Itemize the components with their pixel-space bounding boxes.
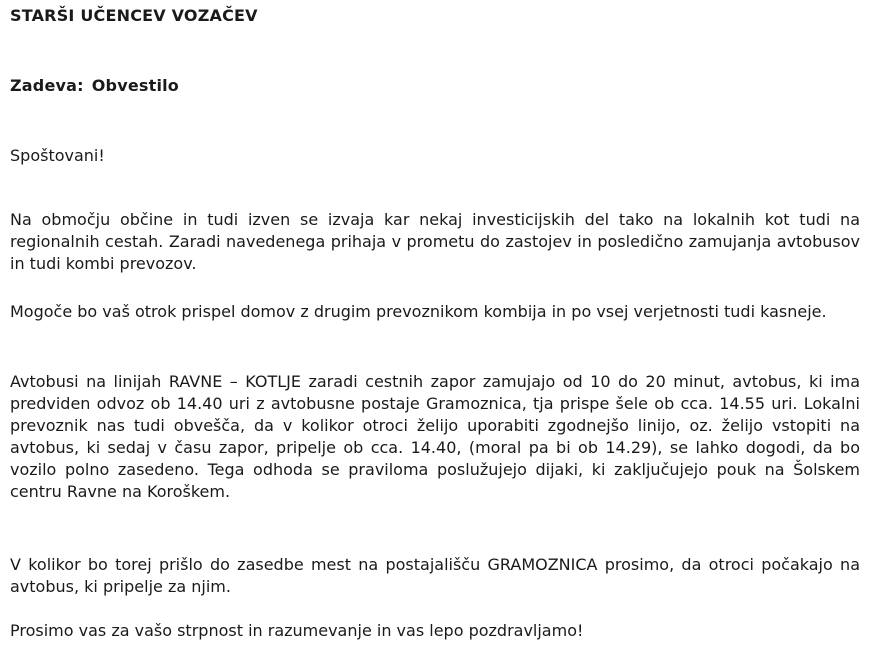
recipient-heading: STARŠI UČENCEV VOZAČEV: [10, 6, 258, 25]
greeting: Spoštovani!: [10, 146, 105, 165]
paragraph-bus-lines: Avtobusi na linijah RAVNE – KOTLJE zaradi cestnih zapor zamujajo od 10 do 20 minut, avtobus, ki ima predviden odvoz ob 14.40 uri z avtobusne postaje Gramoznica, tja prispe šele ob cca. 14.55 uri. Lokalni prevoznik nas tudi obvešča, da v kolikor otroci želijo uporabiti zgodnejšo linijo, oz. želijo vstopiti na avtobus, ki sedaj v času zapor, pripelje ob cca. 14.40, (moral pa bi ob 14.29), se lahko dogodi, da bo vozilo polno zasedeno. Tega odhoda se praviloma poslužujejo dijaki, ki zaključujejo pouk na Šolskem centru Ravne na Koroškem.: [10, 372, 860, 501]
subject-label: Zadeva:: [10, 76, 84, 95]
subject-line: [10, 76, 179, 96]
letter-page: [10, 0, 872, 665]
paragraph-gramoznica: V kolikor bo torej prišlo do zasedbe mest na postajališču GRAMOZNICA prosimo, da otroci počakajo na avtobus, ki pripelje za njim.: [10, 555, 860, 596]
paragraph-delays: Mogoče bo vaš otrok prispel domov z drugim prevoznikom kombija in po vsej verjetnosti tudi kasneje.: [10, 302, 827, 321]
paragraph-roadworks: Na območju občine in tudi izven se izvaja kar nekaj investicijskih del tako na lokalnih kot tudi na regionalnih cestah. Zaradi navedenega prihaja v prometu do zastojev in posledično zamujanja avtobusov in tudi kombi prevozov.: [10, 210, 860, 273]
paragraph-closing: Prosimo vas za vašo strpnost in razumevanje in vas lepo pozdravljamo!: [10, 621, 584, 640]
subject-value: Obvestilo: [91, 76, 180, 95]
